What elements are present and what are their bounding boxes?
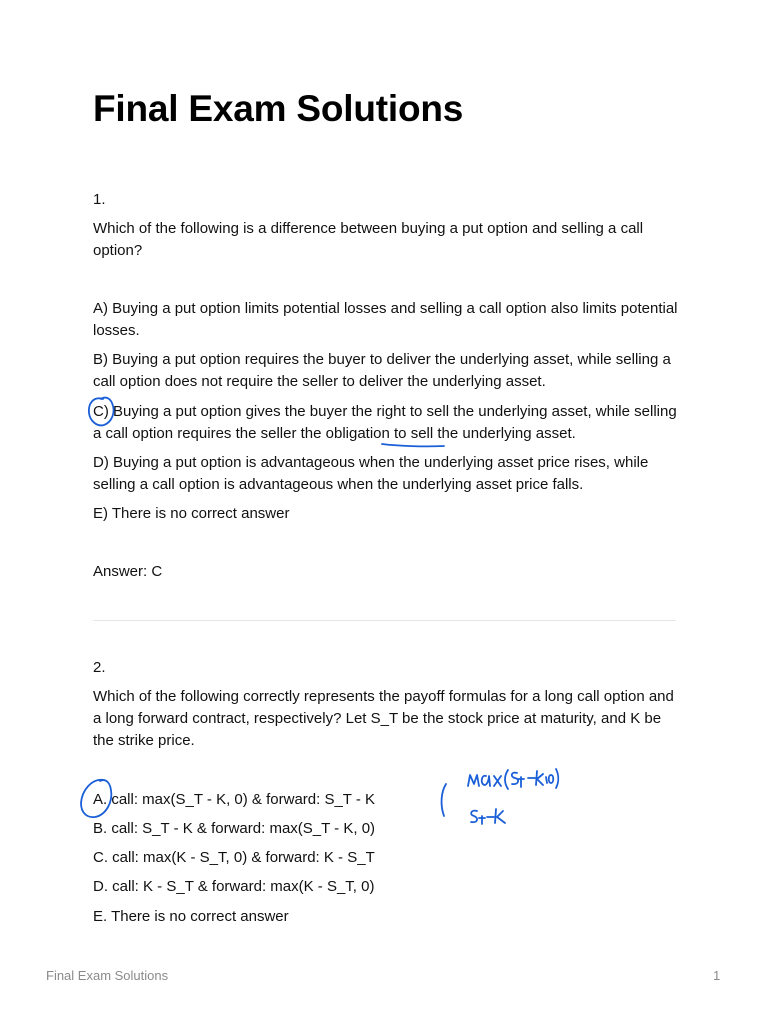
question-1-option-a: A) Buying a put option limits potential losses and selling a call option also limits potential losses. xyxy=(93,300,678,339)
question-1-number: 1. xyxy=(93,191,106,208)
question-2-option-e: E. There is no correct answer xyxy=(93,908,289,925)
question-1-option-b: B) Buying a put option requires the buyer to deliver the underlying asset, while selling a call option does not require the seller to deliver the underlying asset. xyxy=(93,351,671,390)
ink-handwriting-max xyxy=(468,769,558,789)
footer-page-number: 1 xyxy=(713,968,721,983)
question-1-option-d: D) Buying a put option is advantageous when the underlying asset price rises, while selling a call option is advantageous when the underlying asset price falls. xyxy=(93,454,649,493)
page-title: Final Exam Solutions xyxy=(93,88,464,129)
question-1-option-e: E) There is no correct answer xyxy=(93,505,290,522)
footer-title: Final Exam Solutions xyxy=(46,968,169,983)
question-2-text: Which of the following correctly represents the payoff formulas for a long call option and a long forward contract, respectively? Let S_T be the stock price at maturity, and K be the strike price. xyxy=(93,688,674,749)
question-2-option-c: C. call: max(K - S_T, 0) & forward: K - S_T xyxy=(93,849,375,866)
question-2-option-d: D. call: K - S_T & forward: max(K - S_T, 0) xyxy=(93,878,375,895)
question-1-option-c: C) Buying a put option gives the buyer the right to sell the underlying asset, while selling a call option requires the seller the obligation to sell the underlying asset. xyxy=(93,403,677,442)
question-2-number: 2. xyxy=(93,659,106,676)
question-1-text: Which of the following is a difference between buying a put option and selling a call option? xyxy=(93,220,644,259)
question-1-answer: Answer: C xyxy=(93,563,163,580)
question-2-option-b: B. call: S_T - K & forward: max(S_T - K, 0) xyxy=(93,820,376,837)
question-2-option-a: A. call: max(S_T - K, 0) & forward: S_T - K xyxy=(93,791,376,808)
section-divider xyxy=(93,620,676,621)
